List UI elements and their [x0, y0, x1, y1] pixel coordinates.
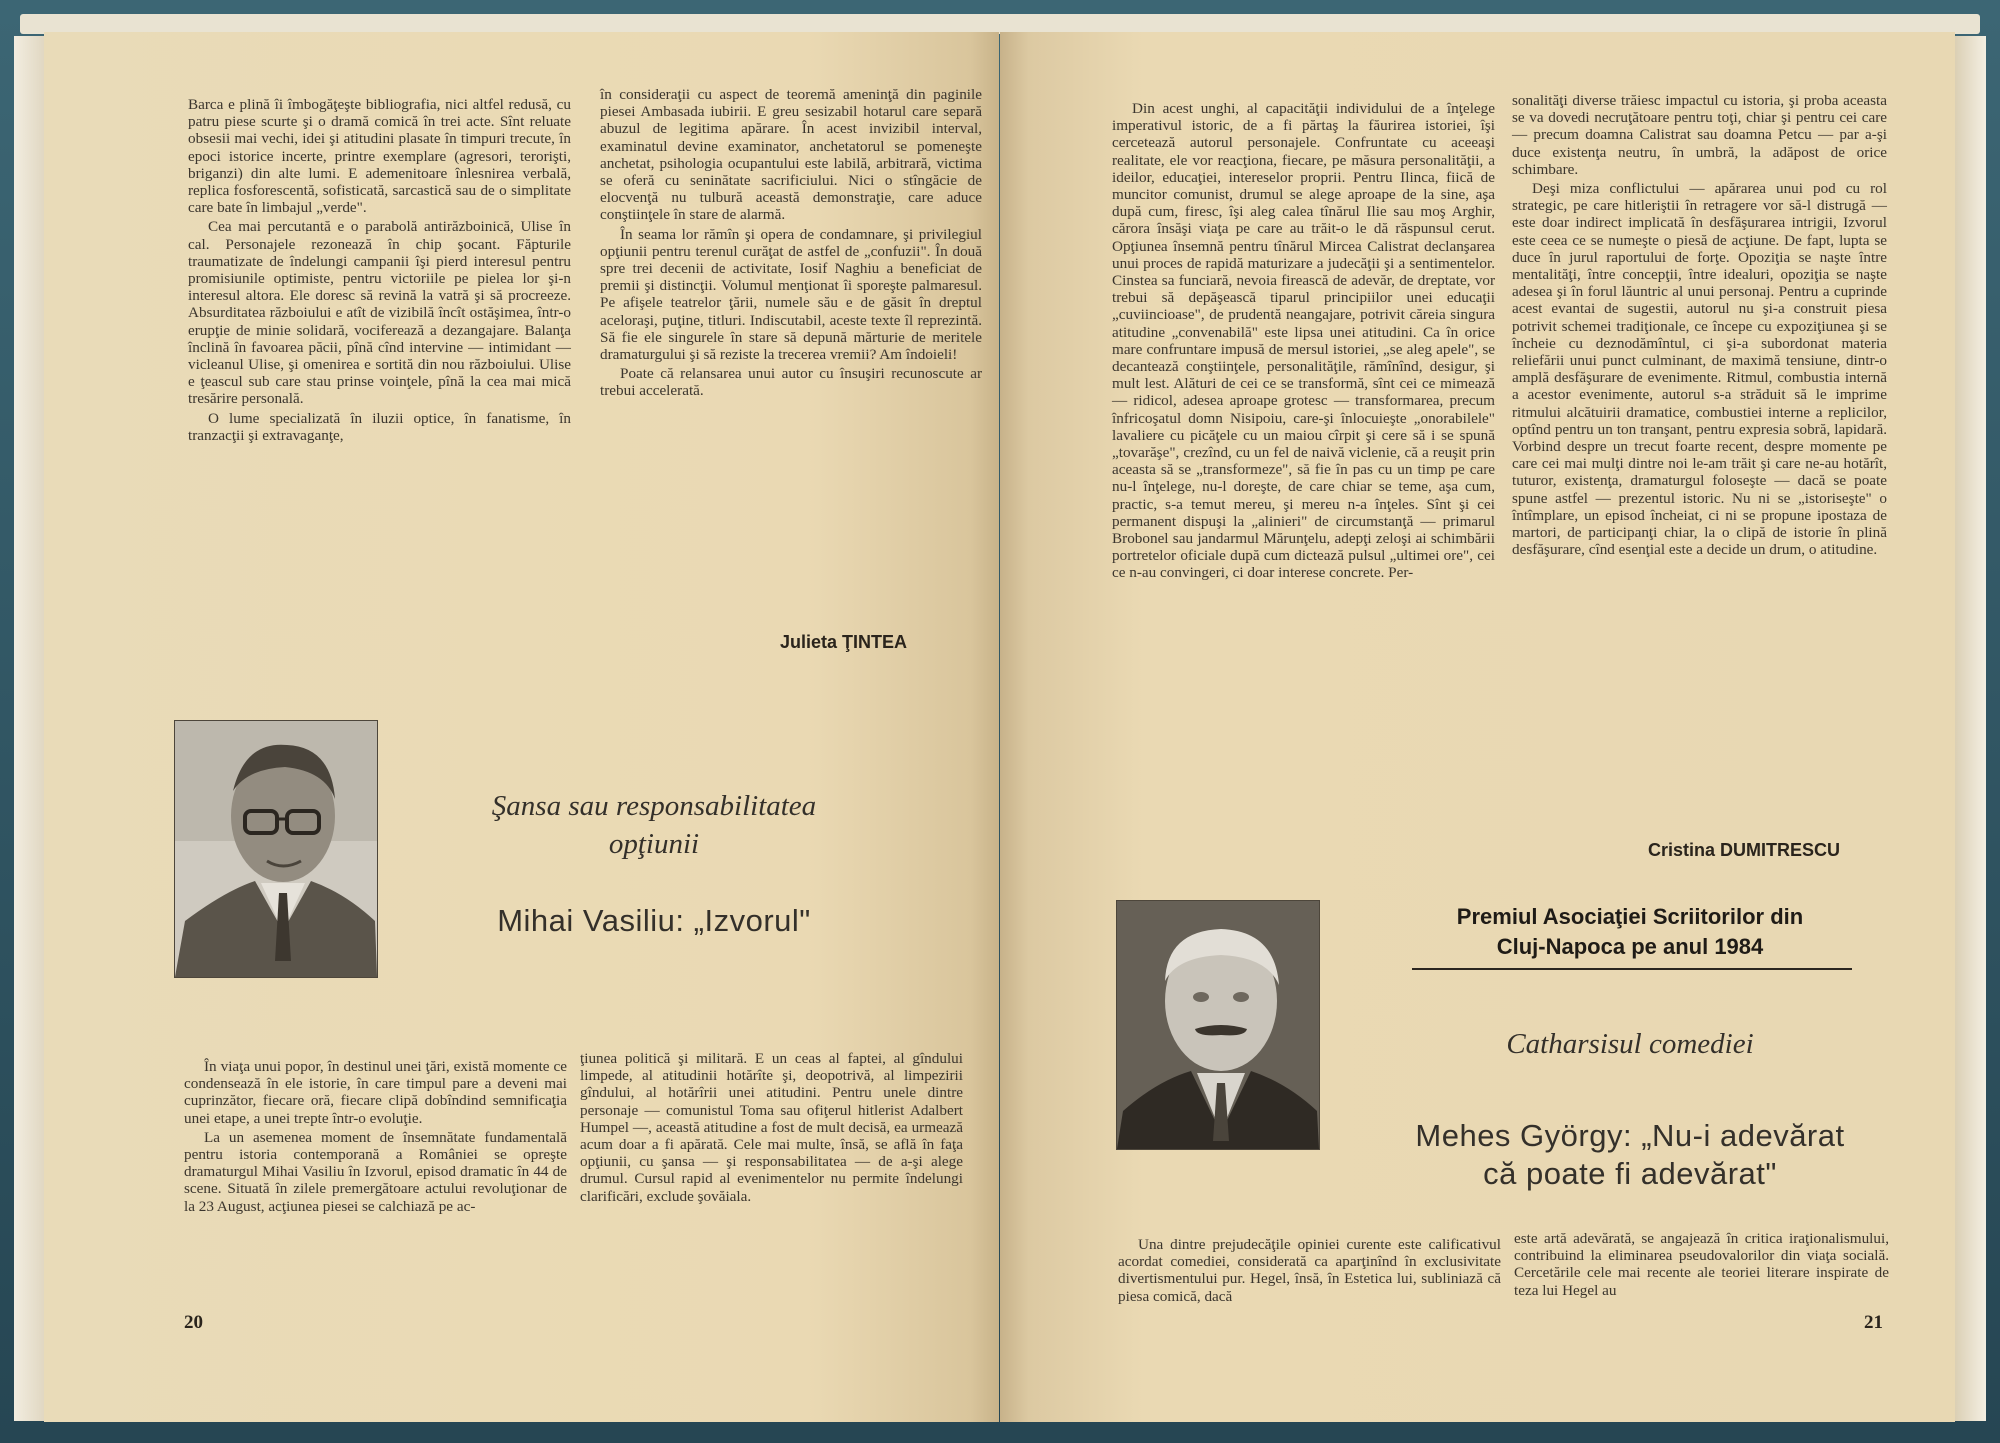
right-column-1 [1112, 100, 1495, 584]
paragraph: O lume specializată în iluzii optice, în fanatisme, în tranzacţii şi extravaganţe, [188, 409, 571, 444]
left-column-4 [580, 1050, 963, 1207]
paragraph: La un asemenea moment de însemnătate fundamentală pentru istoria contemporană a României se opreşte dramaturgul Mihai Vasiliu în Izvorul, episod dramatic în 44 de scene. Situată în zilele premergătoare actului revoluţionar de la 23 August, acţiunea piesei se calchiază pe ac- [184, 1128, 567, 1215]
paragraph: este artă adevărată, se angajează în critica iraţionalismului, contribuind la eliminarea pseudovalorilor din viaţa socială. Cercetările cele mai recente ale teoriei literare inspirate de teza lui Hegel au [1514, 1230, 1889, 1299]
author-signature: Julieta ŢINTEA [780, 632, 908, 652]
left-page [44, 32, 999, 1422]
paragraph: ţiunea politică şi militară. E un ceas al faptei, al gîndului limpede, al atitudinii hotărîte şi, deopotrivă, al limpezirii gîndului, al hotărîrii unei atitudini. Pentru unele dintre personaje — comunistul Toma sau ofiţerul hitlerist Adalbert Humpel —, această atitudine a fost de mult decisă, ea urmează acum doar a fi apărată. Cele mai multe, însă, se află în faţa opţiunii, cu şansa — şi responsabilitatea — de a-şi alege drumul. Cursul rapid al evenimentelor nu permite îndelungi clarificări, exclude şovăiala. [580, 1050, 963, 1205]
award-heading-line: Cluj-Napoca pe anul 1984 [1496, 934, 1764, 959]
article-title-line: opţiunii [608, 828, 700, 860]
right-page-stack-edge [1952, 36, 1986, 1421]
article-title-line: Şansa sau responsabilitatea [491, 790, 817, 822]
left-column-2 [600, 86, 982, 402]
portrait-image [1117, 901, 1319, 1149]
paragraph: Din acest unghi, al capacităţii individului de a înţelege imperativul istoric, de a fi părtaş la făurirea istoriei, îşi cercetează autorul personajele. Confruntate cu aceeaşi realitate, ele vor reacţiona, fiecare, pe măsura personalităţii, a ideilor, educaţiei, intereselor proprii. Pentru Ilinca, fiică de muncitor comunist, drumul se alege aproape de la sine, aşa după cum, firesc, îşi aleg calea tînărul Ilie sau moş Arghir, cărora însăşi viaţa pe care au trăit-o le dă răspunsul cerut. Opţiunea însemnă pentru tînărul Mircea Calistrat declanşarea unui proces de rapidă maturizare a judecăţii şi a sentimentelor. Cinstea sa funciară, nevoia firească de adevăr, de dreptate, vor trebui să depăşească tiparul principiilor unei educaţii „cuviincioase", de prudentă neangajare, potrivit căreia singura atitudine „convenabilă" este lipsa unei atitudini. Ca în orice mare confruntare impusă de mersul istoriei, „se aleg apele", se decantează conştiinţele, personalităţile, rămînînd, desigur, şi mult lest. Alături de cei ce se transformă, sînt cei ce mimează — ridicol, adesea aproape grotesc — transformarea, precum înfricoşatul domn Nisipoiu, care-şi înlocuieşte „onorabilele" lavaliere cu picăţele cu un maiou cîrpit şi cere să i se spună „tovarăşe", crezînd, cu un fel de naivă viclenie, că a reuşit prin aceasta să se „transformeze", să fie în pas cu un timp pe care nu-l înţelege, nu-l doreşte, de care chiar se teme, aşa cum, practic, s-a temut mereu, şi mereu n-a înţeles. Sînt şi cei permanent dispuşi la „alinieri" de circumstanţă — primarul Brobonel sau jandarmul Mărunţelu, adepţi zeloşi ai schimbării portretelor oficiale după cum dictează pulsul „ultimei ore", cei ce n-au convingeri, ci doar interese concrete. Per- [1112, 100, 1495, 582]
article-title: Catharsisul comediei [1506, 1028, 1754, 1060]
paragraph: Cea mai percutantă e o parabolă antirăzboinică, Ulise în cal. Personajele rezonează în chip şocant. Făpturile traumatizate de îndelungi campanii îşi pierd interesul pentru promisiunile optimiste, pentru victoriile pe pielea lor şi-n interesul altora. Ele doresc să revină la vatră şi să procreeze. Absurditatea războiului e atît de vizibilă încît ostăşimea, într-o erupţie de minie solidară, vociferează a dezangajare. Balanţa înclină în favoarea păcii, pînă cînd intervine — intimidant — vicleanul Ulise, şi omenirea e sortită din nou războiului. Ulise e ţeascul sub care stau prinse voinţele, pînă la cea mai mică tresărire personală. [188, 218, 571, 408]
right-column-3 [1118, 1236, 1501, 1307]
page-number: 21 [1864, 1312, 1883, 1333]
paragraph: sonalităţi diverse trăiesc impactul cu istoria, şi proba aceasta se va dovedi necruţătoare pentru toţi, chiar şi pentru cei care — precum doamna Calistrat sau doamna Petcu — par a-şi duce existenţa neutru, în umbră, la adăpost de orice schimbare. [1512, 92, 1887, 178]
award-heading [1330, 902, 1930, 962]
page-number: 20 [184, 1312, 203, 1333]
paragraph: În viaţa unui popor, în destinul unei ţări, există momente ce condensează în ele istorie, în care timpul pare a deveni mai cuprinzător, fiecare oră, fiecare clipă dobîndind semnificaţia unei etape, a unei trepte într-o evoluţie. [184, 1058, 567, 1127]
author-portrait-photo [1116, 900, 1320, 1150]
paragraph: Poate că relansarea unui autor cu însuşiri recunoscute ar trebui accelerată. [600, 365, 982, 400]
right-column-2 [1512, 92, 1887, 560]
left-column-1 [188, 96, 571, 446]
article-subject-line: că poate fi adevărat" [1483, 1156, 1777, 1191]
paragraph: în consideraţii cu aspect de teoremă ameninţă din paginile piesei Ambasada iubirii. E greu sesizabil hotarul care separă abuzul de legitima apărare. În acest invizibil interval, examinatul devine examinator, anchetatorul se pomeneşte anchetat, psihologia ocupantului este labilă, arbitrară, victima se oferă cu seninătate sacrificiului. Nici o stîngăcie de elocvenţă nu tulbură această demonstraţie, care aduce conştiinţele în stare de alarmă. [600, 86, 982, 224]
paragraph: În seama lor rămîn şi opera de condamnare, şi privilegiul opţiunii pentru terenul curăţat de astfel de „confuzii". În două spre trei decenii de activitate, Iosif Naghiu a beneficiat de premii şi distincţii. Volumul menţionat îi sporeşte palmaresul. Pe afişele teatrelor ţării, numele său e de găsit în dreptul aceloraşi, puţine, titluri. Indiscutabil, aceste texte îl reprezintă. Să fie ele singurele în stare să depună mărturie de meritele dramaturgului şi să reziste la trecerea vremii? Am îndoieli! [600, 225, 982, 364]
paragraph: Barca e plină îi îmbogăţeşte bibliografia, nici altfel redusă, cu patru piese scurte şi o dramă comică în trei acte. Sînt reluate obsesii mai vechi, idei şi atitudini plasate în timpuri trecute, în epoci istorice incerte, printre exemplare (agresori, terorişti, briganzi) din alte lumi. E ademenitoare înlesnirea verbală, replica fosforescentă, sofisticată, sarcastică sau de o simplitate care bate în limbajul „verde". [188, 96, 571, 217]
paragraph: Deşi miza conflictului — apărarea unui pod cu rol strategic, pe care hitleriştii în retragere vor să-l distrugă — este doar indirect implicată în desfăşurarea intrigii, Izvorul este ceea ce se numeşte o piesă de acţiune. De fapt, lupta se duce în jurul raportului de forţe. Opoziţia se naşte între mentalităţi, între concepţii, între idealuri, opoziţia se naşte adesea şi în forul lăuntric al unui personaj. Pentru a cuprinde acest evantai de sugestii, autorul nu şi-a construit piesa potrivit schemei tradiţionale, ce începe cu expoziţiunea şi se încheie cu deznodămîntul, ci şi-a subordonat materia reliefării unui punct culminant, de maximă tensiune, dintr-o amplă desfăşurare de evenimente. Ritmul, combustia internă a acestor evenimente, autorul s-a străduit să le imprime ritmului alcătuirii dramatice, combustiei interne a replicilor, optînd pentru un ton tranşant, pentru expresia sobră, lapidară. Vorbind despre un trecut foarte recent, despre momente pe care cei mai mulţi dintre noi le-am trăit şi care ne-au hotărît, tuturor, existenţa, dramaturgul foloseşte — dacă se poate spune astfel — prezentul istoric. Nu ni se „istoriseşte" o întîmplare, un episod încheiat, ci ni se propune ipostaza de martori, de participanţi chiar, la o clipă de istorie în plină desfăşurare, cînd esenţial este a decide un drum, o atitudine. [1512, 180, 1887, 559]
award-heading-underline [1412, 968, 1852, 970]
article-subject: Mihai Vasiliu: „Izvorul" [497, 903, 811, 938]
right-column-4 [1514, 1230, 1889, 1301]
award-heading-line: Premiul Asociaţiei Scriitorilor din [1456, 904, 1804, 929]
author-signature: Cristina DUMITRESCU [1648, 840, 1841, 860]
portrait-image [175, 721, 377, 977]
left-column-3 [184, 1058, 567, 1217]
right-page [1000, 32, 1955, 1422]
page-stack-top-edge [20, 14, 1980, 34]
paragraph: Una dintre prejudecăţile opiniei curente este calificativul acordat comediei, considerată ca aparţinînd în exclusivitate divertismentului pur. Hegel, însă, în Estetica lui, subliniază că piesa comică, dacă [1118, 1236, 1501, 1305]
article-title [414, 787, 894, 863]
article-subject [1330, 1117, 1930, 1193]
article-subject-line: Mehes György: „Nu-i adevărat [1415, 1118, 1845, 1153]
author-portrait-photo [174, 720, 378, 978]
